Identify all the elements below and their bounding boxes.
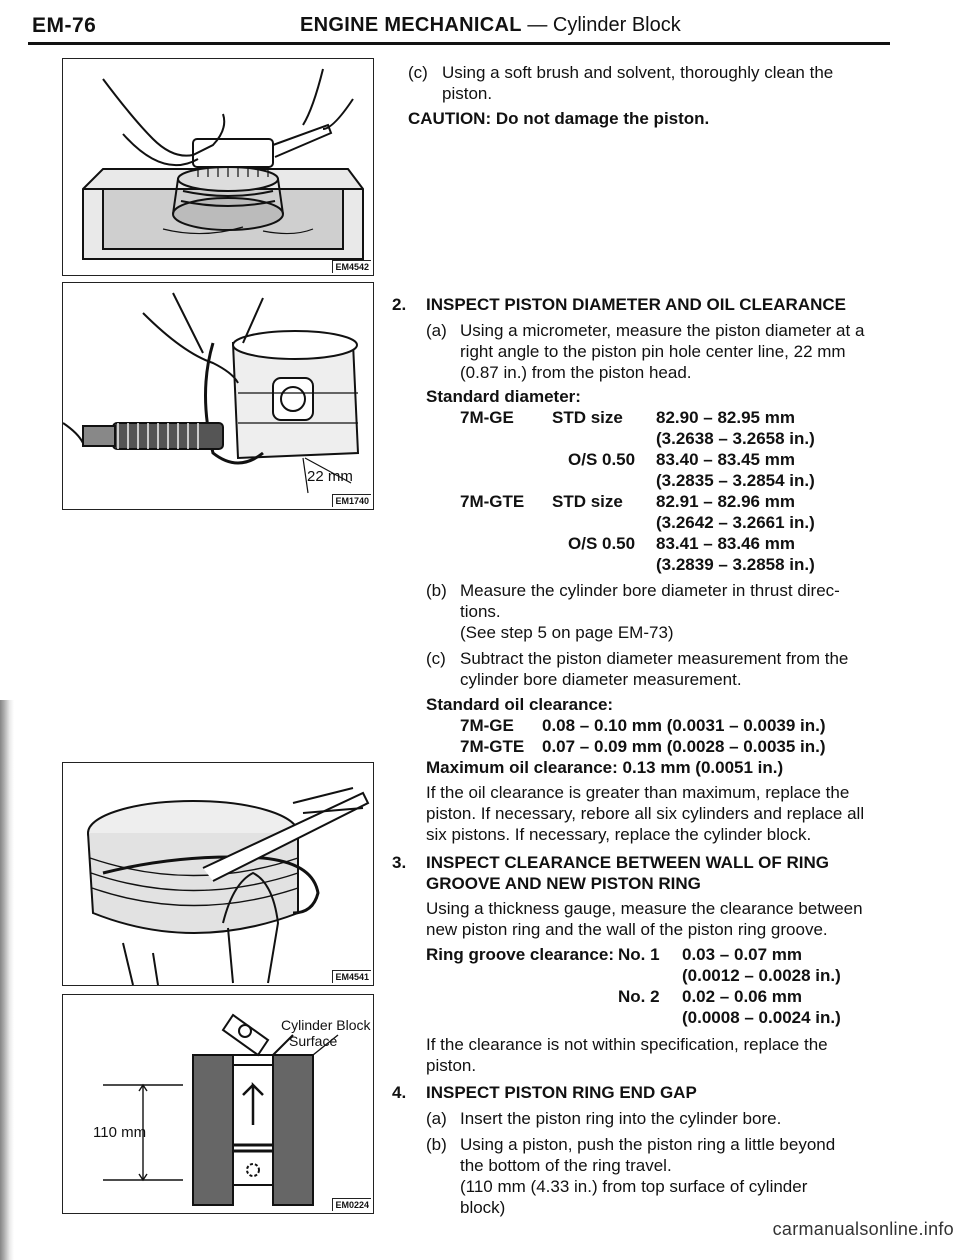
step-mark: (a) [426,321,447,340]
header-rule [28,42,890,45]
ring-number: No. 1 [618,945,660,964]
spec-value: (3.2839 – 3.2858 in.) [656,555,815,574]
label-cylinder-block: Cylinder Block [281,1017,371,1033]
spec-value: 82.90 – 82.95 mm [656,408,795,427]
spec-value: 83.41 – 83.46 mm [656,534,795,553]
header-subsection: Cylinder Block [552,14,681,36]
note-text: If the clearance is not within specification, replace the [426,1035,828,1054]
engine-name: 7M-GE [460,408,514,427]
step-text: Using a piston, push the piston ring a little beyond [460,1135,836,1154]
step-text: cylinder bore diameter measurement. [460,670,742,689]
page-header [0,0,960,44]
note-text: piston. [426,1056,477,1075]
spec-value: 0.08 – 0.10 mm (0.0031 – 0.0039 in.) [542,716,826,735]
step-mark: (b) [426,581,447,600]
step-text: piston. [442,84,493,103]
size-label: STD size [552,408,623,427]
step-mark: (a) [426,1109,447,1128]
section-title: GROOVE AND NEW PISTON RING [426,874,701,893]
figure-micrometer [62,282,374,510]
header-title [300,14,681,37]
note-text: six pistons. If necessary, replace the cylinder block. [426,825,812,844]
spec-value: 0.02 – 0.06 mm [682,987,803,1006]
step-text: Using a soft brush and solvent, thoroughly clean the [442,63,834,82]
dimension-label: 22 mm [307,468,353,485]
section-number: 2. [392,295,407,314]
step-text: (See step 5 on page EM-73) [460,623,674,642]
step-text: new piston ring and the wall of the piston ring groove. [426,920,828,939]
figure-thickness-gauge [62,762,374,986]
note-text: If the oil clearance is greater than maximum, replace the [426,783,850,802]
scan-binding-shadow [0,700,14,1260]
step-text: the bottom of the ring travel. [460,1156,672,1175]
step-text: Measure the cylinder bore diameter in thrust direc- [460,581,840,600]
step-text: (0.87 in.) from the piston head. [460,363,692,382]
spec-value: (0.0008 – 0.0024 in.) [682,1008,841,1027]
step-mark: (c) [426,649,446,668]
engine-name: 7M-GE [460,716,514,735]
spec-value: (3.2638 – 3.2658 in.) [656,429,815,448]
header-separator: — [527,14,548,36]
spec-value: 0.07 – 0.09 mm (0.0028 – 0.0035 in.) [542,737,826,756]
size-label: O/S 0.50 [568,534,636,553]
label-surface: Surface [289,1033,338,1049]
illustration-ring-groove-gauge [63,763,373,985]
step-text: block) [460,1198,506,1217]
figure-clean-piston [62,58,374,276]
step-text: right angle to the piston pin hole center line, 22 mm [460,342,846,361]
step-text: Using a thickness gauge, measure the clearance between [426,899,863,918]
size-label: STD size [552,492,623,511]
section-number: 3. [392,853,407,872]
spec-value: 83.40 – 83.45 mm [656,450,795,469]
figure-ring-end-gap [62,994,374,1214]
spec-value: 0.03 – 0.07 mm [682,945,803,964]
step-mark: (c) [408,63,428,82]
section-title: INSPECT PISTON DIAMETER AND OIL CLEARANCE [426,295,846,314]
spec-heading: Ring groove clearance: [426,945,615,964]
engine-name: 7M-GTE [460,737,525,756]
engine-name: 7M-GTE [460,492,525,511]
header-section: ENGINE MECHANICAL [300,14,522,36]
watermark-text: carmanualsonline.info [772,1219,954,1239]
spec-value: (0.0012 – 0.0028 in.) [682,966,841,985]
section-number: 4. [392,1083,407,1102]
label-110mm: 110 mm [93,1124,147,1141]
spec-value: (3.2835 – 3.2854 in.) [656,471,815,490]
step-text: Using a micrometer, measure the piston diameter at a [460,321,865,340]
size-label: O/S 0.50 [568,450,636,469]
step-text: Subtract the piston diameter measurement from the [460,649,849,668]
page-number: EM-76 [32,14,97,37]
spec-heading: Standard diameter: [426,387,581,406]
spec-value: (3.2642 – 3.2661 in.) [656,513,815,532]
figure-code: EM4541 [332,970,371,983]
illustration-brush-tray [63,59,373,275]
spec-max: Maximum oil clearance: 0.13 mm (0.0051 in.) [426,758,784,777]
caution-text: CAUTION: Do not damage the piston. [408,109,710,128]
figure-code: EM1740 [332,494,371,507]
spec-heading: Standard oil clearance: [426,695,614,714]
section-title: INSPECT PISTON RING END GAP [426,1083,697,1102]
figure-code: EM4542 [332,260,371,273]
section-title: INSPECT CLEARANCE BETWEEN WALL OF RING [426,853,829,872]
step-mark: (b) [426,1135,447,1154]
ring-number: No. 2 [618,987,660,1006]
figure-code: EM0224 [332,1198,371,1211]
instructions [392,62,912,1217]
step-text: tions. [460,602,501,621]
step-text: Insert the piston ring into the cylinder bore. [460,1109,782,1128]
spec-value: 82.91 – 82.96 mm [656,492,795,511]
step-text: (110 mm (4.33 in.) from top surface of cylinder [460,1177,808,1196]
note-text: piston. If necessary, rebore all six cylinders and replace all [426,804,865,823]
